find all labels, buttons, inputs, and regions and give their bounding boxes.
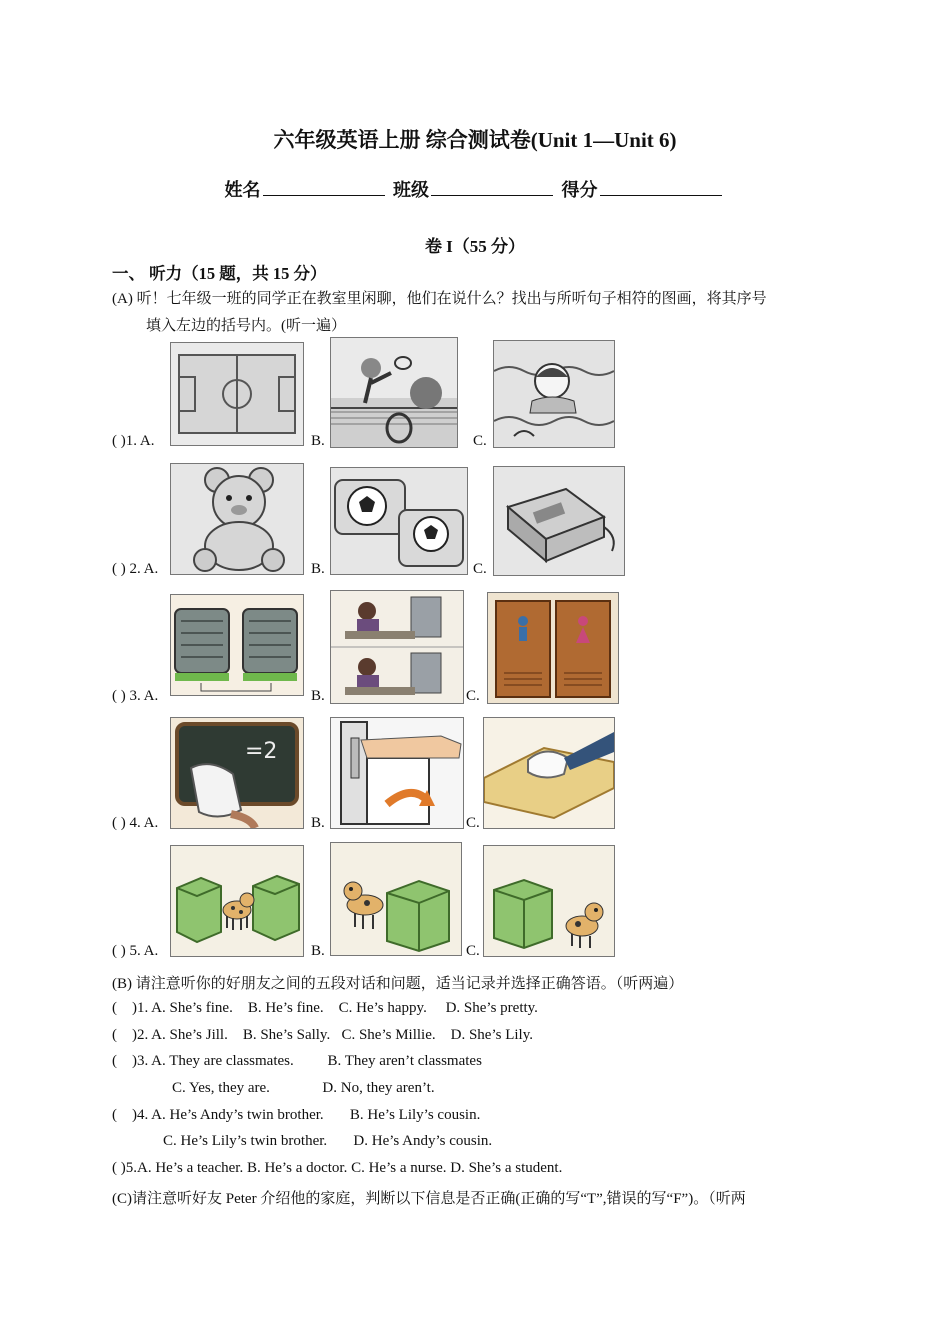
score-blank[interactable] — [600, 177, 722, 196]
score-label: 得分 — [561, 180, 598, 200]
name-label: 姓名 — [224, 180, 261, 200]
option-c-label: C. — [473, 561, 487, 577]
option-b-label: B. — [311, 943, 325, 959]
partA-instruction-cont: 填入左边的括号内。(听一遍） — [146, 318, 346, 334]
class-label: 班级 — [393, 180, 429, 200]
question-b4: ( )4. A. He’s Andy’s twin brother. B. He’s Lily’s cousin. — [112, 1107, 481, 1123]
toilet-doors-icon — [487, 592, 619, 704]
soccer-balls-icon — [330, 467, 468, 575]
dog-between-boxes-icon — [170, 845, 304, 957]
tennis-icon — [330, 337, 458, 448]
name-blank[interactable] — [263, 177, 385, 196]
svg-text:=2: =2 — [245, 739, 278, 764]
partB-instruction: (B) 请注意听你的好朋友之间的五段对话和问题，适当记录并选择正确答语。（听两遍） — [112, 976, 684, 992]
option-b-label: B. — [311, 815, 325, 831]
office-women-icon — [330, 590, 464, 704]
cassette-player-icon — [493, 466, 625, 576]
section-heading: 一、 听力（15 题，共 15 分） — [112, 264, 327, 283]
wipe-desk-icon — [483, 717, 615, 829]
question-b2: ( )2. A. She’s Jill. B. She’s Sally. C. She’s Millie. D. She’s Lily. — [112, 1027, 533, 1043]
question-2-label: ( ) 2. A. — [112, 561, 159, 577]
question-b3-options: C. Yes, they are. D. No, they aren’t. — [172, 1080, 435, 1096]
option-b-label: B. — [311, 433, 325, 449]
option-c-label: C. — [473, 433, 487, 449]
partA-instruction: (A) 听！七年级一班的同学正在教室里闲聊，他们在说什么？找出与所听句子相符的图画，将其序号 — [112, 291, 767, 307]
option-b-label: B. — [311, 688, 325, 704]
soccer-field-icon — [170, 342, 304, 446]
teddy-bear-icon — [170, 463, 304, 575]
buildings-icon — [170, 594, 304, 696]
clean-blackboard-icon — [170, 717, 304, 829]
question-3-label: ( ) 3. A. — [112, 688, 159, 704]
page-title: 六年级英语上册 综合测试卷(Unit 1—Unit 6) — [273, 128, 677, 152]
swimming-icon — [493, 340, 615, 448]
option-c-label: C. — [466, 943, 480, 959]
question-1-label: ( )1. A. — [112, 433, 155, 449]
question-b5: ( )5.A. He’s a teacher. B. He’s a doctor. C. He’s a nurse. D. She’s a student. — [112, 1160, 563, 1176]
class-blank[interactable] — [431, 177, 553, 196]
option-b-label: B. — [311, 561, 325, 577]
partC-instruction: (C)请注意听好友 Peter 介绍他的家庭，判断以下信息是否正确(正确的写“T”,错误的写“F”)。（听两 — [112, 1191, 746, 1207]
question-b4-options: C. He’s Lily’s twin brother. D. He’s Andy’s cousin. — [163, 1133, 493, 1149]
dog-behind-box-icon — [330, 842, 462, 956]
question-5-label: ( ) 5. A. — [112, 943, 159, 959]
question-b3: ( )3. A. They are classmates. B. They aren’t classmates — [112, 1053, 482, 1069]
dog-beside-box-icon — [483, 845, 615, 957]
open-window-icon — [330, 717, 464, 829]
question-b1: ( )1. A. She’s fine. B. He’s fine. C. He’s happy. D. She’s pretty. — [112, 1000, 538, 1016]
part-heading: 卷 I（55 分） — [424, 237, 526, 256]
option-c-label: C. — [466, 688, 480, 704]
question-4-label: ( ) 4. A. — [112, 815, 159, 831]
option-c-label: C. — [466, 815, 480, 831]
student-info-line — [0, 176, 950, 202]
